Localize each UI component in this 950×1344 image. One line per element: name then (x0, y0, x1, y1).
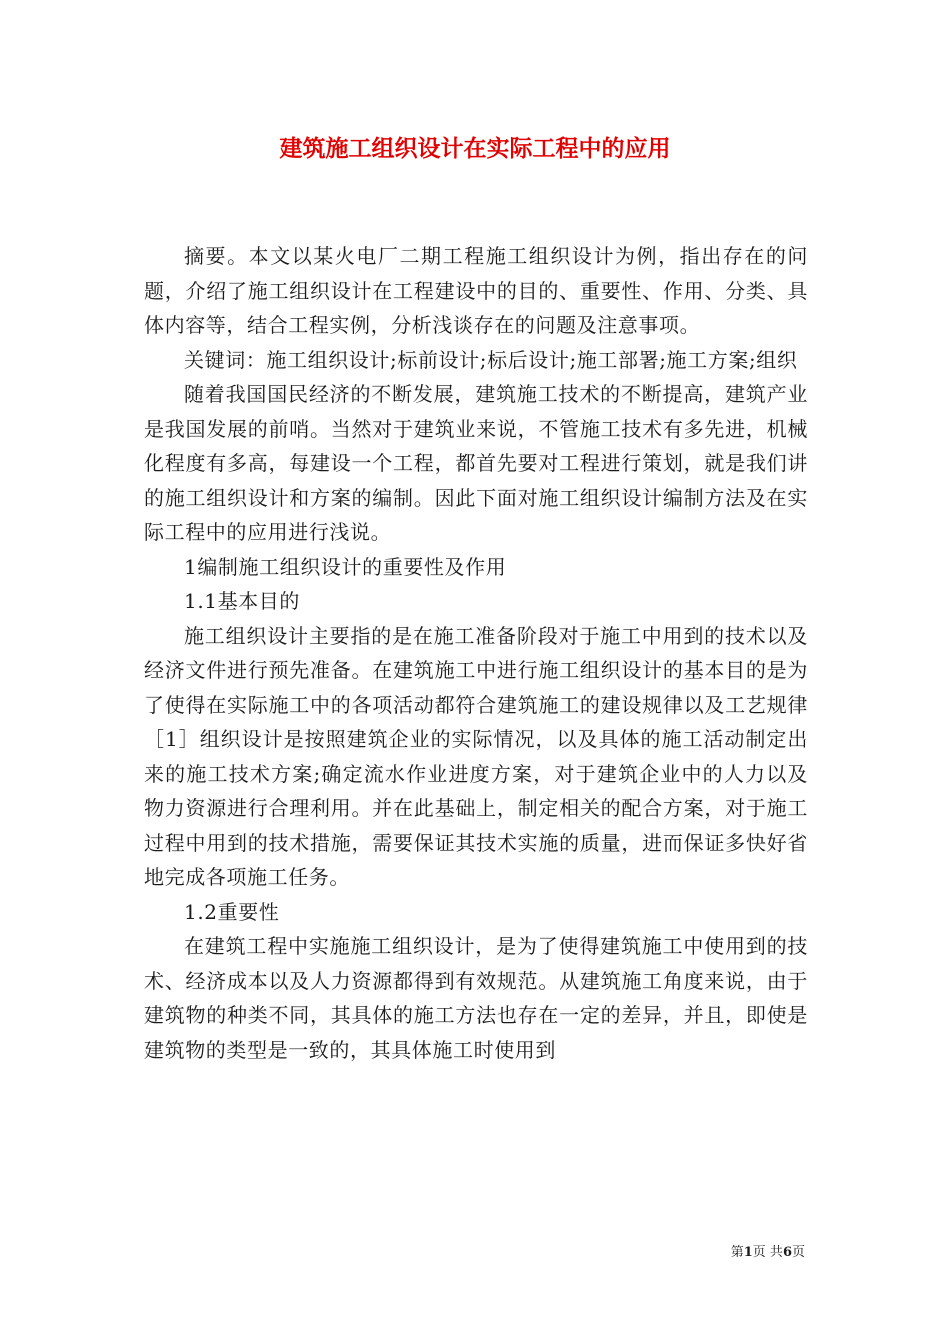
subsection-heading-1-2: 1.2重要性 (184, 899, 280, 924)
section-heading-1: 1编制施工组织设计的重要性及作用 (184, 554, 507, 579)
abstract-paragraph: 摘要。本文以某火电厂二期工程施工组织设计为例，指出存在的问题，介绍了施工组织设计在工程建设中的目的、重要性、作用、分类、具体内容等，结合工程实例，分析浅谈存在的问题及注意事项。 (144, 244, 808, 337)
footer-middle: 页 共 (752, 1245, 783, 1260)
page-number-footer (731, 1244, 805, 1262)
keywords-paragraph: 关键词：施工组织设计;标前设计;标后设计;施工部署;施工方案;组织 (184, 347, 798, 372)
body-paragraph: 施工组织设计主要指的是在施工准备阶段对于施工中用到的技术以及经济文件进行预先准备。在建筑施工中进行施工组织设计的基本目的是为了使得在实际施工中的各项活动都符合建筑施工的建设规律以及工艺规律［1］组织设计是按照建筑企业的实际情况，以及具体的施工活动制定出来的施工技术方案;确定流水作业进度方案，对于建筑企业中的人力以及物力资源进行合理利用。并在此基础上，制定相关的配合方案，对于施工过程中用到的技术措施，需要保证其技术实施的质量，进而保证多快好省地完成各项施工任务。 (144, 623, 808, 889)
document-body (144, 239, 808, 1067)
footer-total-pages: 6 (782, 1245, 792, 1260)
footer-suffix: 页 (791, 1245, 805, 1260)
footer-current-page: 1 (743, 1245, 753, 1260)
intro-paragraph: 随着我国国民经济的不断发展，建筑施工技术的不断提高，建筑产业是我国发展的前哨。当然对于建筑业来说，不管施工技术有多先进，机械化程度有多高，每建设一个工程，都首先要对工程进行策划，就是我们讲的施工组织设计和方案的编制。因此下面对施工组织设计编制方法及在实际工程中的应用进行浅说。 (144, 382, 808, 544)
body-paragraph: 在建筑工程中实施施工组织设计，是为了使得建筑施工中使用到的技术、经济成本以及人力资源都得到有效规范。从建筑施工角度来说，由于建筑物的种类不同，其具体的施工方法也存在一定的差异，并且，即使是建筑物的类型是一致的，其具体施工时使用到 (144, 934, 808, 1062)
document-title: 建筑施工组织设计在实际工程中的应用 (279, 136, 671, 162)
footer-prefix: 第 (730, 1245, 744, 1260)
subsection-heading-1-1: 1.1基本目的 (184, 589, 301, 613)
